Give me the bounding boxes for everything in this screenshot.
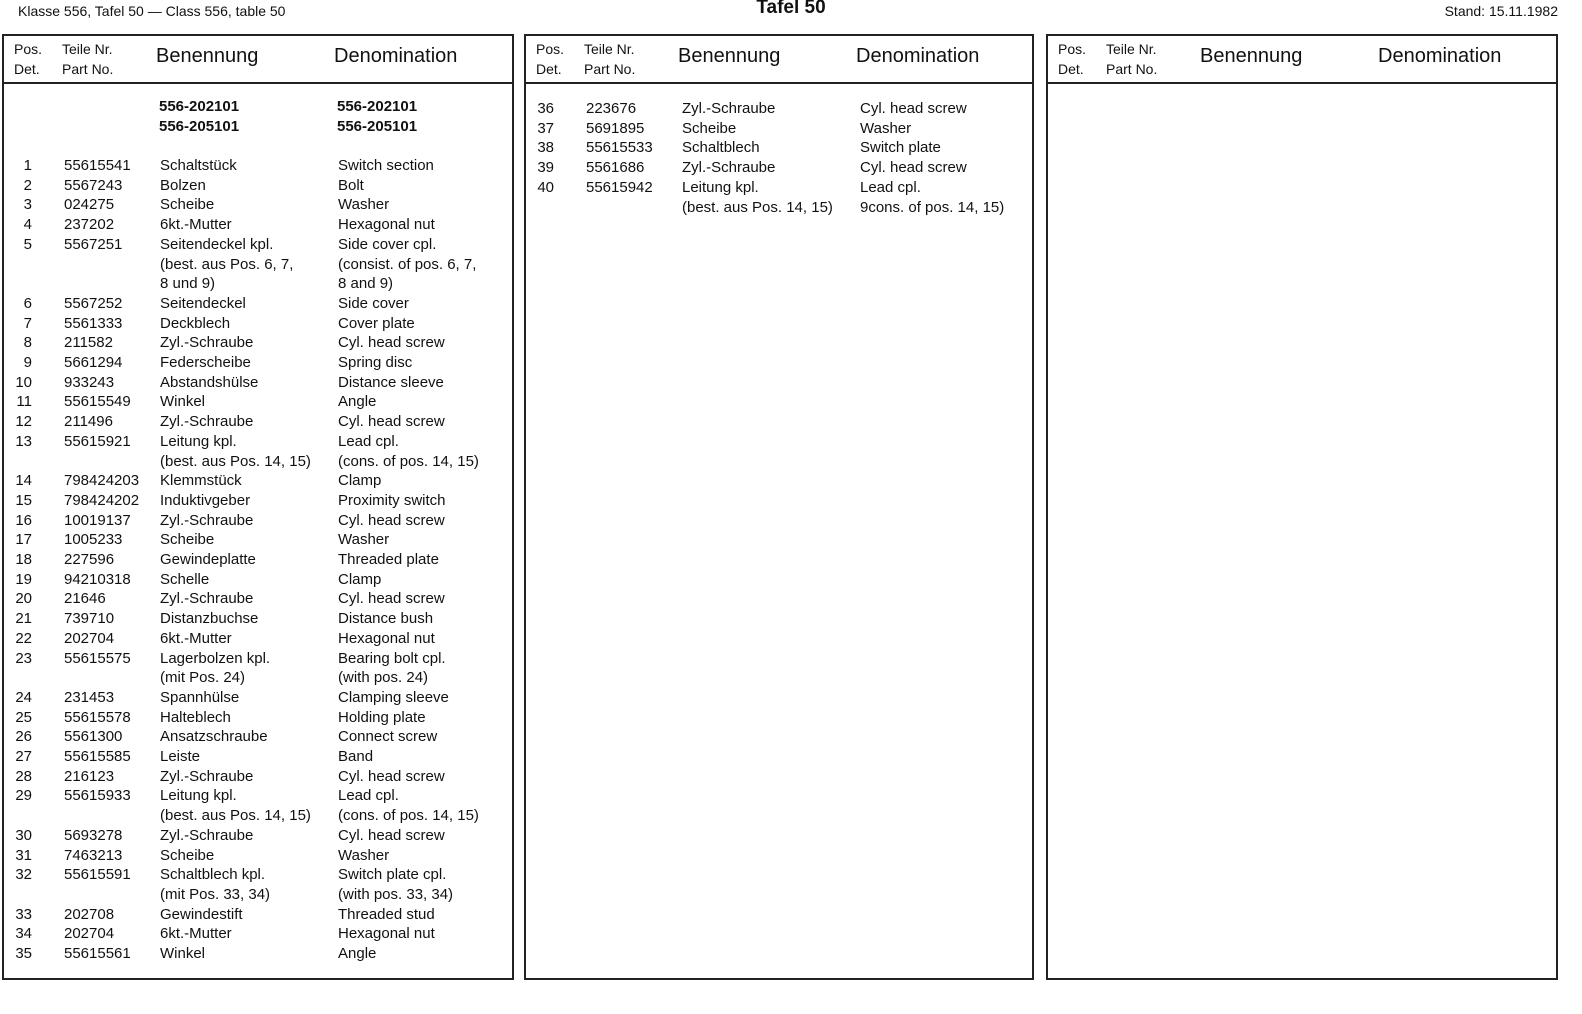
pos-cell: 9 (23, 354, 32, 371)
pos-cell: 37 (537, 119, 554, 137)
pos-cell: 36 (537, 100, 554, 117)
benennung-cell: 6kt.-Mutter (160, 925, 232, 943)
part-number-cell: 237202 (64, 216, 115, 234)
benennung-cell: Lagerbolzen kpl. (160, 649, 271, 667)
denomination-cell: Bolt (338, 176, 364, 194)
denomination-cell: Cyl. head screw (338, 511, 445, 529)
table-row (4, 412, 512, 432)
denomination-cell: 8 and 9) (338, 275, 394, 293)
benennung-cell: (best. aus Pos. 14, 15) (160, 452, 311, 470)
pos-cell: 22 (15, 629, 32, 647)
assembly-number-en-1: 556-202101 (337, 98, 418, 115)
table-header (4, 36, 512, 84)
pos-cell: 35 (15, 945, 32, 962)
denomination-cell: Washer (860, 119, 912, 137)
table-row (4, 589, 512, 609)
denomination-cell: (with pos. 33, 34) (338, 885, 454, 903)
benennung-cell: Abstandshülse (160, 373, 259, 391)
part-number-cell: 55615533 (586, 139, 653, 157)
denomination-cell: Threaded stud (338, 905, 435, 923)
col-det-label: Det. (536, 61, 562, 77)
benennung-cell: Federscheibe (160, 354, 251, 371)
benennung-cell: Leitung kpl. (160, 432, 237, 450)
table-row (4, 176, 512, 196)
part-number-cell: 227596 (64, 551, 115, 568)
denomination-cell: Switch plate cpl. (338, 866, 447, 884)
benennung-cell: Seitendeckel kpl. (160, 235, 274, 253)
benennung-cell: Deckblech (160, 314, 231, 332)
table-row (4, 629, 512, 649)
part-number-cell: 10019137 (64, 511, 131, 529)
table-row (4, 786, 512, 806)
pos-cell: 24 (15, 688, 32, 706)
parts-table-panel-2 (524, 34, 1034, 980)
denomination-cell: Proximity switch (338, 491, 446, 509)
denomination-cell: 9cons. of pos. 14, 15) (860, 198, 1005, 216)
benennung-cell: (best. aus Pos. 6, 7, (160, 255, 294, 273)
denomination-cell: Lead cpl. (860, 178, 921, 196)
part-number-cell: 5691895 (586, 119, 645, 137)
part-number-cell: 7463213 (64, 846, 123, 864)
pos-cell: 33 (15, 905, 32, 923)
table-row (4, 649, 512, 669)
table-row (4, 471, 512, 491)
col-part-label-en: Part No. (584, 61, 636, 77)
assembly-number-en-2: 556-205101 (337, 118, 418, 135)
parts-table-panel-3 (1046, 34, 1558, 980)
table-row (4, 156, 512, 176)
col-benennung-header: Benennung (678, 45, 781, 67)
table-row (526, 158, 1032, 178)
denomination-cell: (consist. of pos. 6, 7, (338, 255, 477, 273)
denomination-cell: Lead cpl. (338, 432, 399, 450)
col-benennung-header: Benennung (156, 45, 259, 67)
col-part-header (62, 39, 113, 79)
pos-cell: 27 (15, 748, 32, 765)
table-row (4, 392, 512, 412)
denomination-cell: Distance bush (338, 610, 434, 628)
denomination-cell: Clamping sleeve (338, 688, 449, 706)
part-number-cell: 55615591 (64, 866, 131, 884)
table-row (4, 747, 512, 767)
pos-cell: 38 (537, 139, 554, 157)
benennung-cell: Induktivgeber (160, 491, 251, 509)
denomination-cell: Clamp (338, 472, 382, 490)
col-part-label-en: Part No. (62, 61, 114, 77)
part-number-cell: 55615575 (64, 649, 131, 667)
benennung-cell: Bolzen (160, 176, 206, 194)
denomination-cell: Washer (338, 196, 390, 214)
table-row (4, 688, 512, 708)
benennung-cell: Zyl.-Schraube (160, 767, 254, 785)
col-det-label: Det. (14, 61, 40, 77)
part-number-cell: 5661294 (64, 354, 123, 371)
denomination-cell: Threaded plate (338, 551, 439, 568)
benennung-cell: Ansatzschraube (160, 728, 268, 746)
benennung-cell: (best. aus Pos. 14, 15) (682, 198, 833, 216)
benennung-cell: Zyl.-Schraube (160, 511, 254, 529)
pos-cell: 12 (15, 413, 32, 431)
col-part-label-en: Part No. (1106, 61, 1158, 77)
denomination-cell: Switch plate (860, 139, 941, 157)
part-number-cell: 5567251 (64, 235, 123, 253)
parts-table-panel-1 (2, 34, 514, 980)
benennung-cell: Winkel (160, 393, 206, 411)
part-number-cell: 223676 (586, 100, 637, 117)
benennung-cell: Spannhülse (160, 688, 240, 706)
pos-cell: 2 (23, 176, 32, 194)
table-row (4, 294, 512, 314)
pos-cell: 40 (537, 178, 554, 196)
benennung-cell: Zyl.-Schraube (682, 100, 776, 117)
part-number-cell: 21646 (64, 590, 106, 608)
benennung-cell: Scheibe (160, 531, 215, 549)
benennung-cell: Zyl.-Schraube (160, 590, 254, 608)
benennung-cell: Schaltstück (160, 157, 237, 174)
benennung-cell: Seitendeckel (160, 294, 246, 312)
table-row (4, 708, 512, 728)
table-row (4, 668, 512, 688)
table-row (4, 491, 512, 511)
pos-cell: 1 (23, 157, 32, 174)
pos-cell: 34 (15, 925, 32, 943)
denomination-cell: Bearing bolt cpl. (338, 649, 446, 667)
denomination-cell: Angle (338, 945, 377, 962)
table-row (4, 353, 512, 373)
pos-cell: 7 (23, 314, 32, 332)
benennung-cell: Distanzbuchse (160, 610, 259, 628)
pos-cell: 26 (15, 728, 32, 746)
col-part-header (584, 39, 635, 79)
part-number-cell: 55615578 (64, 708, 131, 726)
pos-cell: 28 (15, 767, 32, 785)
part-number-cell: 94210318 (64, 570, 131, 588)
col-part-label-de: Teile Nr. (1106, 41, 1157, 57)
benennung-cell: Gewindestift (160, 905, 243, 923)
col-pos-header (536, 39, 564, 79)
pos-cell: 15 (15, 491, 32, 509)
benennung-cell: Scheibe (160, 846, 215, 864)
benennung-cell: Gewindeplatte (160, 551, 256, 568)
col-part-header (1106, 39, 1157, 79)
denomination-cell: Cyl. head screw (860, 100, 967, 117)
benennung-cell: 6kt.-Mutter (160, 216, 232, 234)
pos-cell: 10 (15, 373, 32, 391)
part-number-cell: 55615549 (64, 393, 131, 411)
benennung-cell: Zyl.-Schraube (160, 413, 254, 431)
table-row (4, 314, 512, 334)
table-row (4, 767, 512, 787)
denomination-cell: Cyl. head screw (338, 413, 445, 431)
pos-cell: 16 (15, 511, 32, 529)
pos-cell: 23 (15, 649, 32, 667)
part-number-cell: 55615585 (64, 748, 131, 765)
col-denomination-header: Denomination (334, 45, 458, 67)
table-row (4, 727, 512, 747)
table-row (4, 195, 512, 215)
col-denomination-header: Denomination (1378, 45, 1502, 67)
denomination-cell: Spring disc (338, 354, 413, 371)
denomination-cell: Hexagonal nut (338, 629, 435, 647)
table-row (4, 235, 512, 255)
benennung-cell: Scheibe (160, 196, 215, 214)
table-row (4, 215, 512, 235)
col-part-label-de: Teile Nr. (584, 41, 635, 57)
col-denomination-header: Denomination (856, 45, 980, 67)
col-pos-label: Pos. (536, 41, 565, 57)
benennung-cell: Winkel (160, 945, 206, 962)
denomination-cell: Side cover (338, 294, 409, 312)
benennung-cell: Zyl.-Schraube (160, 334, 254, 352)
benennung-cell: 8 und 9) (160, 275, 216, 293)
table-row (4, 255, 512, 275)
table-row (4, 274, 512, 294)
table-row (4, 452, 512, 472)
part-number-cell: 5561686 (586, 159, 645, 177)
denomination-cell: Side cover cpl. (338, 235, 437, 253)
benennung-cell: Leiste (160, 748, 201, 765)
part-number-cell: 231453 (64, 688, 115, 706)
table-row (4, 511, 512, 531)
benennung-cell: 6kt.-Mutter (160, 629, 232, 647)
part-number-cell: 55615561 (64, 945, 131, 962)
benennung-cell: Zyl.-Schraube (160, 826, 254, 844)
denomination-cell: Cover plate (338, 314, 415, 332)
table-row (4, 905, 512, 925)
table-row (526, 178, 1032, 198)
pos-cell: 17 (15, 531, 32, 549)
benennung-cell: Schaltblech (682, 139, 760, 157)
table-row (4, 885, 512, 905)
table-row (4, 806, 512, 826)
part-number-cell: 5561333 (64, 314, 123, 332)
pos-cell: 8 (23, 334, 32, 352)
part-number-cell: 798424202 (64, 491, 140, 509)
table-row (4, 373, 512, 393)
table-row (4, 333, 512, 353)
part-number-cell: 211496 (64, 413, 113, 431)
denomination-cell: Hexagonal nut (338, 216, 435, 234)
benennung-cell: Leitung kpl. (160, 787, 237, 805)
pos-cell: 18 (15, 551, 32, 568)
denomination-cell: Holding plate (338, 708, 426, 726)
pos-cell: 32 (15, 866, 32, 884)
table-row (4, 570, 512, 590)
table-row (526, 198, 1032, 218)
pos-cell: 31 (15, 846, 32, 864)
col-pos-label: Pos. (1058, 41, 1087, 57)
part-number-cell: 933243 (64, 373, 115, 391)
denomination-cell: Cyl. head screw (338, 590, 445, 608)
table-row (4, 550, 512, 570)
part-number-cell: 216123 (64, 767, 115, 785)
table-row (4, 865, 512, 885)
table-row (526, 138, 1032, 158)
part-number-cell: 202704 (64, 629, 115, 647)
denomination-cell: Clamp (338, 570, 382, 588)
denomination-cell: Cyl. head screw (338, 767, 445, 785)
part-number-cell: 739710 (64, 610, 115, 628)
assembly-number-de-1: 556-202101 (159, 98, 240, 115)
benennung-cell: Schelle (160, 570, 210, 588)
part-number-cell: 211582 (64, 334, 113, 352)
part-number-cell: 1005233 (64, 531, 123, 549)
benennung-cell: (mit Pos. 24) (160, 669, 246, 687)
benennung-cell: (mit Pos. 33, 34) (160, 885, 271, 903)
benennung-cell: Leitung kpl. (682, 178, 759, 196)
table-header (1048, 36, 1556, 84)
pos-cell: 29 (15, 787, 32, 805)
part-number-cell: 5567252 (64, 294, 123, 312)
part-number-cell: 5567243 (64, 176, 123, 194)
part-number-cell: 024275 (64, 196, 115, 214)
denomination-cell: Distance sleeve (338, 373, 444, 391)
table-row (4, 609, 512, 629)
part-number-cell: 798424203 (64, 472, 140, 490)
part-number-cell: 202704 (64, 925, 115, 943)
benennung-cell: Zyl.-Schraube (682, 159, 776, 177)
denomination-cell: Cyl. head screw (338, 826, 445, 844)
col-pos-label: Pos. (14, 41, 43, 57)
assembly-number-de-2: 556-205101 (159, 118, 240, 135)
col-det-label: Det. (1058, 61, 1084, 77)
denomination-cell: Connect screw (338, 728, 438, 746)
table-row (4, 826, 512, 846)
benennung-cell: Schaltblech kpl. (160, 866, 266, 884)
col-part-label-de: Teile Nr. (62, 41, 113, 57)
benennung-cell: Scheibe (682, 119, 737, 137)
table-header (526, 36, 1032, 84)
pos-cell: 5 (23, 235, 32, 253)
pos-cell: 11 (16, 393, 32, 411)
denomination-cell: (with pos. 24) (338, 669, 429, 687)
benennung-cell: (best. aus Pos. 14, 15) (160, 807, 311, 825)
denomination-cell: Washer (338, 531, 390, 549)
pos-cell: 19 (15, 570, 32, 588)
table-row (4, 924, 512, 944)
part-number-cell: 55615933 (64, 787, 131, 805)
part-number-cell: 55615541 (64, 157, 131, 174)
table-row (4, 530, 512, 550)
benennung-cell: Halteblech (160, 708, 231, 726)
pos-cell: 21 (15, 610, 32, 628)
part-number-cell: 55615921 (64, 432, 131, 450)
col-benennung-header: Benennung (1200, 45, 1303, 67)
pos-cell: 13 (15, 432, 32, 450)
document-class-label: Klasse 556, Tafel 50 — Class 556, table 50 (18, 3, 286, 19)
denomination-cell: Hexagonal nut (338, 925, 435, 943)
part-number-cell: 55615942 (586, 178, 653, 196)
benennung-cell: Klemmstück (160, 472, 242, 490)
page-title: Tafel 50 (756, 0, 826, 18)
pos-cell: 14 (15, 472, 32, 490)
table-row (4, 432, 512, 452)
denomination-cell: Lead cpl. (338, 787, 399, 805)
table-row (526, 119, 1032, 139)
denomination-cell: Cyl. head screw (860, 159, 967, 177)
part-number-cell: 5561300 (64, 728, 123, 746)
table-row (526, 99, 1032, 119)
table-row (4, 846, 512, 866)
pos-cell: 6 (23, 294, 32, 312)
col-pos-header (1058, 39, 1086, 79)
denomination-cell: Cyl. head screw (338, 334, 445, 352)
pos-cell: 30 (15, 826, 32, 844)
denomination-cell: Switch section (338, 157, 434, 174)
denomination-cell: Washer (338, 846, 390, 864)
pos-cell: 3 (23, 196, 32, 214)
part-number-cell: 5693278 (64, 826, 123, 844)
col-pos-header (14, 39, 42, 79)
part-number-cell: 202708 (64, 905, 115, 923)
denomination-cell: (cons. of pos. 14, 15) (338, 807, 479, 825)
table-row (4, 944, 512, 964)
pos-cell: 20 (15, 590, 32, 608)
pos-cell: 25 (15, 708, 32, 726)
pos-cell: 39 (537, 159, 554, 177)
denomination-cell: Angle (338, 393, 377, 411)
denomination-cell: (cons. of pos. 14, 15) (338, 452, 479, 470)
status-date: Stand: 15.11.1982 (1444, 3, 1558, 19)
denomination-cell: Band (338, 748, 374, 765)
pos-cell: 4 (23, 216, 32, 234)
